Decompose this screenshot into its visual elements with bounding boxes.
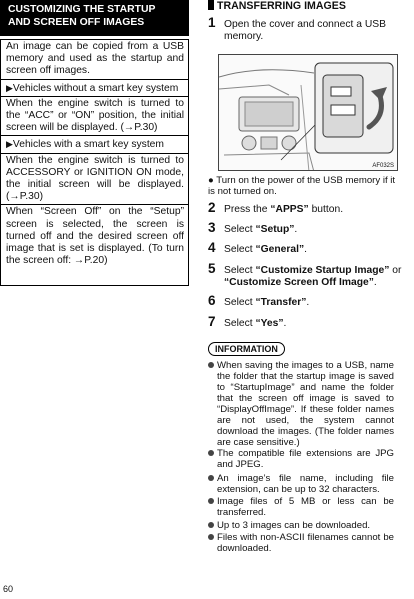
info-item <box>208 448 394 470</box>
step-text-pre: Select <box>224 244 256 255</box>
step-number: 4 <box>208 240 216 255</box>
step-text-pre: Select <box>224 224 256 235</box>
triangle-right-icon: ▶ <box>6 82 13 93</box>
step-text-post: button. <box>308 204 344 215</box>
intro-paragraph: An image can be copied from a USB memory and used as the startup and screen off images. <box>6 41 184 77</box>
bullet-dot-icon <box>208 362 214 368</box>
step-number: 1 <box>208 15 216 30</box>
dashboard-usb-drawing <box>219 55 398 171</box>
step-text-post: or <box>389 265 402 276</box>
step-number: 2 <box>208 200 216 215</box>
left-title-line1: CUSTOMIZING THE STARTUP <box>8 4 156 15</box>
step-text-bold-2: “Customize Screen Off Image” <box>224 277 374 288</box>
left-info-box <box>0 39 189 286</box>
bullet-dot-icon: ● <box>208 175 214 186</box>
no-smart-key-paragraph: When the engine switch is turned to the “ACC” or “ON” position, the initial screen will be displayed. (→P.30) <box>6 97 184 134</box>
smart-key-paragraph: When the engine switch is turned to ACCESSORY or IGNITION ON mode, the initial screen will be displayed. (→P.30) <box>6 154 184 203</box>
left-title-line2: AND SCREEN OFF IMAGES <box>8 17 145 28</box>
bullet-dot-icon <box>208 522 214 528</box>
step-text: Open the cover and connect a USB memory. <box>224 19 386 42</box>
step-text-post: . <box>294 224 298 235</box>
bullet-dot-icon <box>208 498 214 504</box>
step-text-post: . <box>306 297 310 308</box>
step-text <box>224 318 404 330</box>
info-item-text: When saving the images to a USB, name the folder that the startup image is saved to “StartupImage” and name the folder that the screen off image is saved to “DisplayOffImage”. If these folder names are not used, the system cannot download the images. (The folder names are case sensitive.) <box>217 360 394 448</box>
step-text-bold: “General” <box>255 244 305 255</box>
step-text <box>224 265 404 289</box>
info-item-text: Files with non-ASCII filenames cannot be downloaded. <box>217 532 394 554</box>
heading-smart-key <box>1 136 188 152</box>
step-number: 6 <box>208 293 216 308</box>
step-text <box>224 204 404 216</box>
page-number: 60 <box>3 584 14 594</box>
step-text-pre: Select <box>224 297 256 308</box>
bullet-dot-icon <box>208 450 214 456</box>
step-text-bold: “APPS” <box>270 204 309 215</box>
step-text <box>224 224 404 236</box>
step-text-bold: “Setup” <box>255 224 295 235</box>
info-item-text: An image’s file name, including file extension, can be up to 32 characters. <box>217 473 394 495</box>
step-text <box>224 244 404 256</box>
step-text-post: . <box>304 244 308 255</box>
step-text-post-2: . <box>373 277 377 288</box>
info-item <box>208 532 394 554</box>
step-text-bold: “Transfer” <box>255 297 307 308</box>
right-section-title <box>208 0 346 12</box>
bullet-dot-icon <box>208 534 214 540</box>
step-text-pre: Press the <box>224 204 271 215</box>
usb-port-illustration <box>218 54 398 171</box>
info-item <box>208 360 394 448</box>
step-number: 3 <box>208 220 216 235</box>
screen-off-paragraph: When “Screen Off” on the “Setup” screen is selected, the screen is turned off and the desired screen off image that is set is displayed. (To turn the screen off: →P.20) <box>6 206 184 267</box>
step-text-bold: “Yes” <box>255 318 284 329</box>
heading-smart-key-text: Vehicles with a smart key system <box>12 139 164 151</box>
info-item-text: The compatible file extensions are JPG and JPEG. <box>217 448 394 470</box>
square-bullet-icon <box>208 0 214 10</box>
step-text-pre: Select <box>224 265 256 276</box>
illustration-code: AF032S <box>372 163 394 169</box>
triangle-right-icon: ▶ <box>6 139 13 150</box>
information-badge: INFORMATION <box>208 342 285 356</box>
info-item <box>208 520 394 531</box>
heading-no-smart-key-text: Vehicles without a smart key system <box>12 82 179 94</box>
left-section-title <box>0 0 189 36</box>
step-number: 5 <box>208 261 216 276</box>
step-text-bold: “Customize Startup Image” <box>255 265 390 276</box>
bullet-dot-icon <box>208 475 214 481</box>
step-text <box>224 297 404 309</box>
power-note-text: Turn on the power of the USB memory if it is not turned on. <box>208 175 396 197</box>
info-item <box>208 496 394 518</box>
info-item-text: Image files of 5 MB or less can be transferred. <box>217 496 394 518</box>
info-item <box>208 473 394 495</box>
step-text-pre: Select <box>224 318 256 329</box>
right-title-text: TRANSFERRING IMAGES <box>217 0 346 12</box>
step-text-post: . <box>283 318 287 329</box>
step-number: 7 <box>208 314 216 329</box>
power-note <box>208 175 398 197</box>
info-item-text: Up to 3 images can be downloaded. <box>217 520 371 531</box>
heading-no-smart-key <box>1 80 188 96</box>
